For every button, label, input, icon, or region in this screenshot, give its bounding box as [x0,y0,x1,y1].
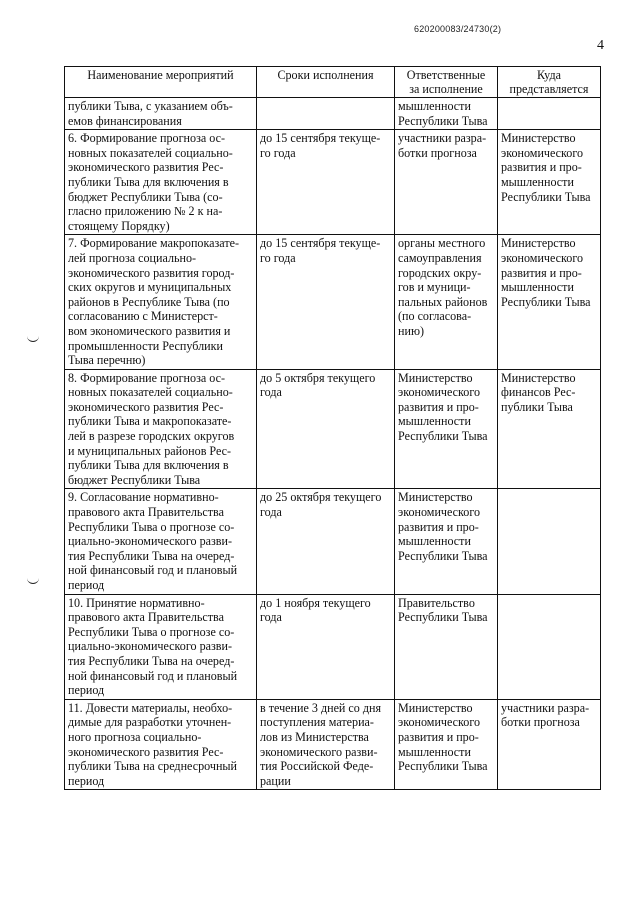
cell-deadline [257,594,395,699]
cell-line: лов из Министерства [260,729,369,744]
cell-deadline [257,130,395,235]
cell-line: городских окру- [398,265,482,280]
cell-recipient [498,130,601,235]
cell-line: развития и про- [398,729,479,744]
cell-line: до 15 сентября текуще- [260,131,381,146]
table-row [65,369,601,489]
cell-responsible [395,699,498,790]
cell-line: 6. Формирование прогноза ос- [68,131,225,146]
cell-line: Республики Тыва о прогнозе со- [68,624,235,639]
header-line: Ответственные [406,68,486,82]
header-line: представляется [509,82,589,96]
table-row [65,130,601,235]
cell-responsible [395,594,498,699]
cell-recipient [498,369,601,489]
cell-line: участники разра- [398,131,487,146]
cell-line: Республики Тыва [501,189,591,204]
cell-line: публики Тыва [501,399,573,414]
cell-line: 8. Формирование прогноза ос- [68,370,225,385]
cell-recipient [498,594,601,699]
cell-line: Республики Тыва [398,548,488,563]
cell-responsible [395,130,498,235]
cell-measure [65,594,257,699]
cell-line: го года [260,145,296,160]
cell-line: мышленности [501,174,574,189]
cell-responsible [395,369,498,489]
cell-line: 7. Формирование макропоказате- [68,236,240,251]
cell-line: тия Российской Феде- [260,759,374,774]
cell-measure [65,98,257,130]
cell-line: экономического [398,715,481,730]
cell-line: Министерство [398,370,473,385]
cell-measure [65,699,257,790]
cell-line: ботки прогноза [501,715,580,730]
cell-line: самоуправления [398,250,482,265]
cell-line: мышленности [398,744,471,759]
table-row [65,699,601,790]
cell-line: развития и про- [501,160,582,175]
cell-line: период [68,773,105,788]
cell-line: емов финансирования [68,113,182,128]
cell-line: промышленности Республики [68,338,223,353]
cell-recipient [498,98,601,130]
cell-line: Министерство [501,131,576,146]
cell-line: экономического [398,505,481,520]
cell-line: правового акта Правительства [68,610,224,625]
cell-line: развития и про- [398,399,479,414]
margin-mark [27,575,39,584]
cell-line: ной финансовый год и плановый [68,668,238,683]
cell-measure [65,235,257,369]
table-row [65,98,601,130]
cell-line: период [68,683,105,698]
cell-line: экономического развития Рес- [68,744,224,759]
cell-line: экономического разви- [260,744,378,759]
cell-line: органы местного [398,236,486,251]
cell-line: года [260,385,282,400]
cell-line: рации [260,773,291,788]
cell-line: экономического [398,385,481,400]
cell-line: гласно приложению № 2 к на- [68,204,223,219]
cell-responsible [395,489,498,594]
cell-line: экономического [501,145,584,160]
cell-line: 11. Довести материалы, необхо- [68,700,233,715]
cell-line: экономического [501,250,584,265]
cell-line: в течение 3 дней со дня [260,700,382,715]
table-row [65,235,601,369]
cell-line: новных показателей социально- [68,145,233,160]
cell-line: экономического развития город- [68,265,235,280]
cell-line: новных показателей социально- [68,385,233,400]
header-line: Наименование мероприятий [87,68,234,82]
page-number: 4 [597,38,604,53]
cell-line: поступления материа- [260,715,374,730]
cell-line: Тыва перечню) [68,353,146,368]
margin-mark [27,333,39,342]
table-header-row [65,67,601,98]
cell-measure [65,369,257,489]
cell-line: участники разра- [501,700,590,715]
cell-line: до 15 сентября текуще- [260,236,381,251]
cell-line: Правительство [398,595,475,610]
cell-deadline [257,489,395,594]
cell-line: мышленности [501,280,574,295]
cell-recipient [498,235,601,369]
cell-line: циально-экономического разви- [68,534,232,549]
cell-deadline [257,699,395,790]
cell-line: развития и про- [501,265,582,280]
table-row [65,594,601,699]
cell-line: 10. Принятие нормативно- [68,595,205,610]
cell-measure [65,489,257,594]
cell-line: согласованию с Министерст- [68,309,218,324]
cell-line: стоящему Порядку) [68,218,170,233]
cell-line: Республики Тыва [398,429,488,444]
cell-deadline [257,235,395,369]
cell-line: Министерство [501,236,576,251]
cell-line: ботки прогноза [398,145,477,160]
cell-line: мышленности [398,414,471,429]
cell-line: Республики Тыва [398,610,488,625]
cell-line: лей прогноза социально- [68,250,197,265]
cell-line: публики Тыва для включения в [68,174,229,189]
cell-line: 9. Согласование нормативно- [68,490,219,505]
cell-line: экономического развития Рес- [68,399,224,414]
cell-line: до 5 октября текущего [260,370,376,385]
cell-line: димые для разработки уточнен- [68,715,232,730]
cell-line: правового акта Правительства [68,505,224,520]
cell-line: года [260,505,282,520]
cell-measure [65,130,257,235]
header-measure [65,67,257,98]
header-deadline [257,67,395,98]
cell-line: тия Республики Тыва на очеред- [68,548,235,563]
cell-line: пальных районов [398,294,488,309]
table-row [65,489,601,594]
cell-responsible [395,98,498,130]
header-line: Сроки исполнения [277,68,374,82]
cell-line: экономического развития Рес- [68,160,224,175]
cell-line: ских округов и муниципальных [68,280,232,295]
cell-deadline [257,98,395,130]
header-responsible [395,67,498,98]
cell-line: публики Тыва на среднесрочный [68,759,238,774]
cell-line: публики Тыва и макропоказате- [68,414,232,429]
cell-recipient [498,489,601,594]
cell-line: бюджет Республики Тыва [68,472,201,487]
cell-line: мышленности [398,99,471,113]
cell-line: финансов Рес- [501,385,576,400]
cell-line: ной финансовый год и плановый [68,563,238,578]
header-line: Куда [537,68,561,82]
cell-line: гов и муници- [398,280,471,295]
cell-line: нию) [398,323,425,338]
document-id: 620200083/24730(2) [414,24,502,34]
cell-line: го года [260,250,296,265]
cell-recipient [498,699,601,790]
cell-line: вом экономического развития и [68,323,231,338]
cell-line: Министерство [398,490,473,505]
cell-line: лей в разрезе городских округов [68,429,235,444]
cell-line: до 25 октября текущего [260,490,382,505]
cell-line: Республики Тыва [398,759,488,774]
cell-line: ного прогноза социально- [68,729,202,744]
cell-line: развития и про- [398,519,479,534]
cell-responsible [395,235,498,369]
cell-line: публики Тыва для включения в [68,458,229,473]
cell-line: и муниципальных районов Рес- [68,443,232,458]
cell-line: бюджет Республики Тыва (со- [68,189,223,204]
measures-table [64,66,601,790]
cell-line: районов в Республике Тыва (по [68,294,230,309]
cell-line: Министерство [501,370,576,385]
cell-deadline [257,369,395,489]
cell-line: (по согласова- [398,309,472,324]
cell-line: Республики Тыва о прогнозе со- [68,519,235,534]
cell-line: года [260,610,282,625]
cell-line: Республики Тыва [398,113,488,128]
cell-line: Министерство [398,700,473,715]
cell-line: до 1 ноября текущего [260,595,371,610]
header-recipient [498,67,601,98]
cell-line: тия Республики Тыва на очеред- [68,653,235,668]
header-line: за исполнение [409,82,483,96]
cell-line: мышленности [398,534,471,549]
cell-line: период [68,578,105,592]
cell-line: Республики Тыва [501,294,591,309]
cell-line: циально-экономического разви- [68,639,232,654]
cell-line: публики Тыва, с указанием объ- [68,99,233,113]
